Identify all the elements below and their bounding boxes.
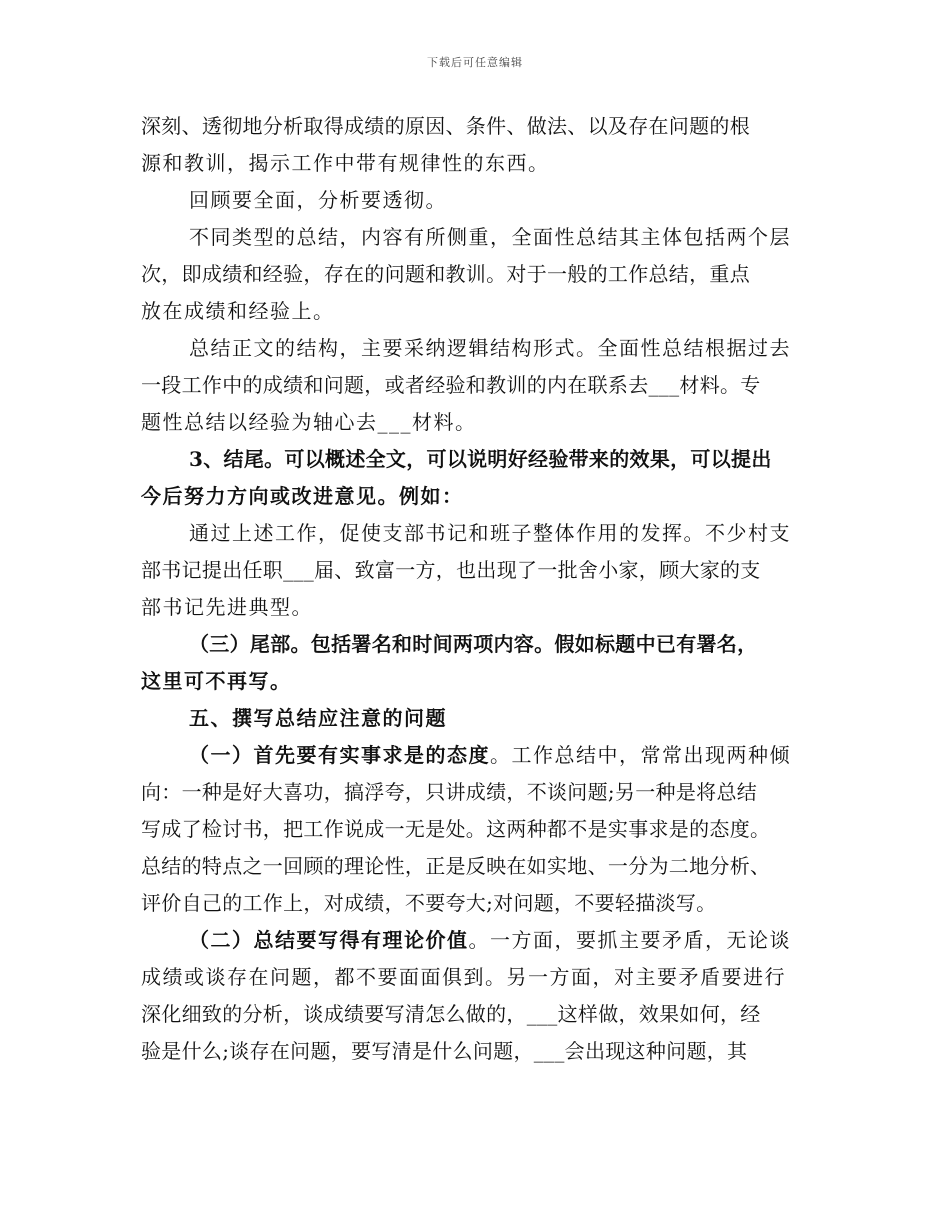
point-two-text: 。一方面，要抓主要矛盾，无论谈 — [468, 928, 791, 952]
paragraph-line: 部书记先进典型。 — [141, 595, 313, 619]
paragraph-line — [141, 922, 811, 959]
paragraph-line: 部书记提出任职___届、致富一方，也出现了一批舍小家，顾大家的支 — [141, 558, 761, 582]
paragraph-line: 验是什么;谈存在问题，要写清是什么问题，___会出现这种问题，其 — [141, 1039, 748, 1063]
section-heading-ending: 3、结尾。可以概述全文，可以说明好经验带来的效果，可以提出 — [189, 447, 772, 471]
paragraph-line: 不同类型的总结，内容有所侧重，全面性总结其主体包括两个层 — [189, 225, 791, 249]
paragraph-line: 回顾要全面，分析要透彻。 — [189, 188, 447, 212]
document-body — [141, 108, 811, 1070]
section-heading-ending-cont: 今后努力方向或改进意见。例如： — [141, 484, 464, 508]
paragraph-line: 通过上述工作，促使支部书记和班子整体作用的发挥。不少村支 — [189, 521, 791, 545]
paragraph-line: 源和教训，揭示工作中带有规律性的东西。 — [141, 151, 550, 175]
paragraph-line: 评价自己的工作上，对成绩，不要夸大;对问题，不要轻描淡写。 — [141, 891, 717, 915]
page-header-note: 下载后可任意编辑 — [427, 56, 523, 69]
paragraph-line: 放在成绩和经验上。 — [141, 299, 335, 323]
point-one-text: 。工作总结中，常常出现两种倾 — [490, 743, 791, 767]
paragraph-line: 深化细致的分析，谈成绩要写清怎么做的，___这样做，效果如何，经 — [141, 1002, 761, 1026]
paragraph-line: 次，即成绩和经验，存在的问题和教训。对于一般的工作总结，重点 — [141, 262, 750, 286]
section-heading-five: 五、撰写总结应注意的问题 — [189, 706, 447, 730]
paragraph-line: 总结的特点之一回顾的理论性，正是反映在如实地、一分为二地分析、 — [141, 854, 771, 878]
paragraph-line — [141, 737, 811, 774]
section-heading-tail: （三）尾部。包括署名和时间两项内容。假如标题中已有署名， — [189, 632, 758, 656]
point-one-title: （一）首先要有实事求是的态度 — [189, 743, 490, 767]
paragraph-line: 向：一种是好大喜功，搞浮夸，只讲成绩，不谈问题;另一种是将总结 — [141, 780, 758, 804]
paragraph-line: 写成了检讨书，把工作说成一无是处。这两种都不是实事求是的态度。 — [141, 817, 771, 841]
paragraph-line: 深刻、透彻地分析取得成绩的原因、条件、做法、以及存在问题的根 — [141, 114, 750, 138]
paragraph-line: 题性总结以经验为轴心去___材料。 — [141, 410, 477, 434]
point-two-title: （二）总结要写得有理论价值 — [189, 928, 469, 952]
paragraph-line: 一段工作中的成绩和问题，或者经验和教训的内在联系去___材料。专 — [141, 373, 761, 397]
section-heading-tail-cont: 这里可不再写。 — [141, 669, 292, 693]
paragraph-line: 总结正文的结构，主要采纳逻辑结构形式。全面性总结根据过去 — [189, 336, 791, 360]
paragraph-line: 成绩或谈存在问题，都不要面面俱到。另一方面，对主要矛盾要进行 — [141, 965, 786, 989]
